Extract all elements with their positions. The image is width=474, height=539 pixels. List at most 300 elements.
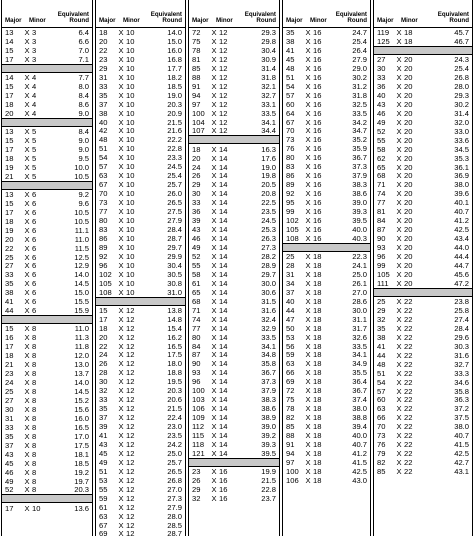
times-sign: X xyxy=(211,332,217,342)
equivalent-round-value: 9.0 xyxy=(78,135,89,145)
equivalent-round-value: 34.5 xyxy=(454,144,469,154)
times-sign: X xyxy=(211,81,217,91)
table-row xyxy=(374,297,472,306)
minor-value: 18 xyxy=(313,269,322,279)
minor-value: 16 xyxy=(313,180,322,190)
minor-value: 8 xyxy=(32,422,37,432)
minor-value: 16 xyxy=(313,207,322,216)
minor-value: 18 xyxy=(313,341,322,351)
table-row xyxy=(189,82,279,91)
equivalent-round-value: 38.3 xyxy=(352,180,367,190)
table-row xyxy=(96,153,185,162)
minor-value: 5 xyxy=(32,153,37,163)
equivalent-round-value: 33.5 xyxy=(261,108,276,118)
minor-value: 18 xyxy=(313,457,322,467)
equivalent-round-value: 28.5 xyxy=(167,520,182,530)
equivalent-round-value: 8.0 xyxy=(78,81,89,91)
equivalent-round-value: 37.5 xyxy=(454,413,469,423)
minor-value: 8 xyxy=(32,458,37,468)
minor-value: 20 xyxy=(404,234,413,244)
equivalent-round-value: 26.3 xyxy=(261,234,276,244)
equivalent-round-value: 19.8 xyxy=(261,171,276,181)
table-row xyxy=(2,378,92,387)
minor-value: 18 xyxy=(313,323,322,333)
table-row xyxy=(283,261,370,270)
major-value: 95 xyxy=(286,198,295,208)
times-sign: X xyxy=(118,36,124,46)
major-value: 94 xyxy=(192,90,201,100)
major-value: 55 xyxy=(192,260,201,270)
table-row xyxy=(374,324,472,333)
table-row xyxy=(96,529,185,538)
times-sign: X xyxy=(396,135,402,145)
table-row xyxy=(189,315,279,324)
major-value: 85 xyxy=(192,63,201,73)
times-sign: X xyxy=(24,440,30,450)
times-sign: X xyxy=(396,36,402,46)
equivalent-round-value: 21.5 xyxy=(167,404,182,414)
equivalent-round-value: 15.5 xyxy=(74,297,89,307)
header-major: Major xyxy=(286,17,303,25)
minor-value: 6 xyxy=(32,279,37,289)
major-value: 40 xyxy=(377,90,386,100)
major-value: 26 xyxy=(192,476,201,485)
table-row xyxy=(2,279,92,288)
equivalent-round-value: 40.7 xyxy=(352,439,367,449)
minor-value: 10 xyxy=(126,242,135,252)
equivalent-round-value: 31.6 xyxy=(261,305,276,315)
equivalent-round-value: 27.3 xyxy=(261,243,276,253)
times-sign: X xyxy=(118,72,124,82)
major-value: 100 xyxy=(192,386,205,396)
times-sign: X xyxy=(396,189,402,199)
times-sign: X xyxy=(305,180,311,190)
major-value: 66 xyxy=(377,413,386,423)
table-row xyxy=(96,431,185,440)
table-row xyxy=(96,521,185,530)
major-value: 35 xyxy=(99,90,108,100)
minor-value: 6 xyxy=(32,225,37,235)
equivalent-round-value: 26.8 xyxy=(454,73,469,82)
minor-value: 10 xyxy=(126,180,135,190)
minor-value: 16 xyxy=(313,189,322,199)
table-row xyxy=(189,252,279,261)
table-row xyxy=(96,126,185,135)
times-sign: X xyxy=(396,108,402,118)
equivalent-round-value: 19.5 xyxy=(167,377,182,387)
major-value: 60 xyxy=(377,395,386,405)
major-value: 49 xyxy=(192,243,201,253)
table-row xyxy=(2,217,92,226)
major-value: 17 xyxy=(5,503,14,513)
minor-value: 12 xyxy=(219,126,228,136)
times-sign: X xyxy=(118,180,124,190)
minor-value: 8 xyxy=(32,395,37,405)
minor-value: 16 xyxy=(313,233,322,243)
minor-value: 6 xyxy=(32,189,37,199)
minor-value: 6 xyxy=(32,216,37,226)
minor-value: 22 xyxy=(404,422,413,432)
section-divider xyxy=(2,494,92,503)
times-sign: X xyxy=(24,485,30,495)
equivalent-round-value: 13.8 xyxy=(167,305,182,315)
table-row xyxy=(96,37,185,46)
major-value: 84 xyxy=(192,341,201,351)
table-row xyxy=(96,413,185,422)
equivalent-round-value: 6.6 xyxy=(78,36,89,46)
minor-value: 22 xyxy=(404,458,413,468)
major-value: 70 xyxy=(286,126,295,136)
equivalent-round-value: 26.0 xyxy=(167,189,182,199)
times-sign: X xyxy=(396,305,402,315)
major-value: 97 xyxy=(192,99,201,109)
times-sign: X xyxy=(24,108,30,118)
minor-value: 22 xyxy=(404,431,413,441)
major-value: 89 xyxy=(99,242,108,252)
equivalent-round-value: 8.4 xyxy=(78,90,89,100)
minor-value: 16 xyxy=(313,28,322,37)
minor-value: 22 xyxy=(404,449,413,459)
times-sign: X xyxy=(24,189,30,199)
header-equivalent-round: Equivalent Round xyxy=(244,10,276,25)
equivalent-round-value: 32.7 xyxy=(261,90,276,100)
minor-value: 14 xyxy=(219,314,228,324)
table-row xyxy=(374,431,472,440)
minor-value: 14 xyxy=(219,207,228,217)
major-value: 103 xyxy=(192,395,205,405)
minor-value: 22 xyxy=(404,467,413,477)
times-sign: X xyxy=(211,323,217,333)
major-value: 51 xyxy=(99,144,108,154)
table-row xyxy=(2,396,92,405)
major-value: 81 xyxy=(192,54,201,64)
major-value: 22 xyxy=(5,243,14,253)
section-divider xyxy=(2,118,92,127)
times-sign: X xyxy=(118,386,124,396)
minor-value: 12 xyxy=(219,36,228,46)
equivalent-round-value: 30.2 xyxy=(454,99,469,109)
table-row xyxy=(189,91,279,100)
minor-value: 12 xyxy=(126,431,135,440)
table-row xyxy=(374,243,472,252)
major-value: 15 xyxy=(5,45,14,55)
major-value: 46 xyxy=(192,234,201,244)
times-sign: X xyxy=(305,350,311,360)
major-value: 58 xyxy=(192,269,201,279)
major-value: 63 xyxy=(286,359,295,369)
times-sign: X xyxy=(211,395,217,405)
major-value: 17 xyxy=(99,314,108,324)
equivalent-round-value: 28.0 xyxy=(454,81,469,91)
times-sign: X xyxy=(118,377,124,387)
major-value: 73 xyxy=(99,198,108,208)
times-sign: X xyxy=(211,99,217,109)
table-row xyxy=(189,180,279,189)
minor-value: 6 xyxy=(32,207,37,217)
times-sign: X xyxy=(305,296,311,306)
major-value: 100 xyxy=(286,466,299,476)
times-sign: X xyxy=(211,28,217,37)
times-sign: X xyxy=(118,215,124,225)
table-row xyxy=(96,109,185,118)
section-divider xyxy=(189,458,279,467)
minor-value: 12 xyxy=(219,63,228,73)
minor-value: 12 xyxy=(126,439,135,449)
table-row xyxy=(96,476,185,485)
table-row xyxy=(189,467,279,476)
minor-value: 14 xyxy=(219,144,228,154)
table-row xyxy=(189,413,279,422)
equivalent-round-value: 9.0 xyxy=(78,108,89,118)
minor-value: 22 xyxy=(404,386,413,396)
table-row xyxy=(189,64,279,73)
table-row xyxy=(283,252,370,261)
minor-value: 16 xyxy=(313,36,322,46)
table-row xyxy=(2,297,92,306)
times-sign: X xyxy=(396,126,402,136)
major-value: 20 xyxy=(5,108,14,118)
major-value: 17 xyxy=(5,144,14,154)
major-value: 17 xyxy=(5,342,14,352)
table-row xyxy=(2,369,92,378)
minor-value: 20 xyxy=(404,216,413,226)
major-value: 77 xyxy=(192,323,201,333)
equivalent-round-value: 34.1 xyxy=(261,341,276,351)
section-divider xyxy=(2,181,92,190)
equivalent-round-value: 38.6 xyxy=(261,404,276,414)
table-row xyxy=(2,288,92,297)
minor-value: 22 xyxy=(404,404,413,414)
times-sign: X xyxy=(305,252,311,261)
times-sign: X xyxy=(396,162,402,172)
times-sign: X xyxy=(24,171,30,181)
equivalent-round-value: 41.5 xyxy=(352,457,367,467)
header-major: Major xyxy=(192,17,209,25)
times-sign: X xyxy=(118,28,124,37)
equivalent-round-value: 30.4 xyxy=(261,45,276,55)
times-sign: X xyxy=(24,135,30,145)
times-sign: X xyxy=(305,81,311,91)
minor-value: 14 xyxy=(219,287,228,297)
table-row xyxy=(283,467,370,476)
times-sign: X xyxy=(24,378,30,388)
major-value: 24 xyxy=(192,162,201,172)
minor-value: 12 xyxy=(126,466,135,476)
times-sign: X xyxy=(211,431,217,440)
table-row xyxy=(96,306,185,315)
times-sign: X xyxy=(118,242,124,252)
major-value: 15 xyxy=(99,305,108,315)
times-sign: X xyxy=(211,359,217,369)
times-sign: X xyxy=(305,117,311,127)
table-row xyxy=(96,135,185,144)
major-value: 61 xyxy=(192,278,201,288)
minor-value: 10 xyxy=(126,278,135,288)
equivalent-round-value: 38.6 xyxy=(352,189,367,199)
equivalent-round-value: 12.5 xyxy=(74,252,89,262)
minor-value: 10 xyxy=(126,198,135,208)
times-sign: X xyxy=(305,224,311,234)
table-row xyxy=(374,225,472,234)
table-row xyxy=(189,261,279,270)
table-row xyxy=(2,504,92,513)
times-sign: X xyxy=(211,413,217,423)
table-row xyxy=(374,180,472,189)
times-sign: X xyxy=(211,189,217,199)
minor-value: 14 xyxy=(219,269,228,279)
equivalent-round-value: 6.4 xyxy=(78,28,89,37)
times-sign: X xyxy=(118,395,124,405)
minor-value: 16 xyxy=(313,90,322,100)
times-sign: X xyxy=(118,359,124,369)
major-value: 34 xyxy=(286,278,295,288)
table-row xyxy=(374,136,472,145)
table-row xyxy=(189,395,279,404)
table-row xyxy=(96,324,185,333)
table-row xyxy=(189,297,279,306)
table-row xyxy=(2,208,92,217)
equivalent-round-value: 24.5 xyxy=(261,216,276,226)
minor-value: 8 xyxy=(32,324,37,334)
times-sign: X xyxy=(305,198,311,208)
table-row xyxy=(96,270,185,279)
table-row xyxy=(2,351,92,360)
times-sign: X xyxy=(211,377,217,387)
times-sign: X xyxy=(305,72,311,82)
minor-value: 12 xyxy=(126,529,135,539)
major-value: 71 xyxy=(377,180,386,190)
times-sign: X xyxy=(305,90,311,100)
times-sign: X xyxy=(24,73,30,82)
table-row xyxy=(374,449,472,458)
major-value: 55 xyxy=(377,135,386,145)
equivalent-round-value: 39.5 xyxy=(352,215,367,225)
major-value: 90 xyxy=(192,359,201,369)
major-value: 73 xyxy=(286,135,295,145)
major-value: 44 xyxy=(5,306,14,316)
times-sign: X xyxy=(305,207,311,216)
table-row xyxy=(96,73,185,82)
times-sign: X xyxy=(305,126,311,136)
equivalent-round-value: 30.4 xyxy=(167,260,182,270)
major-value: 30 xyxy=(377,64,386,74)
table-row xyxy=(2,100,92,109)
equivalent-round-value: 41.5 xyxy=(454,440,469,450)
equivalent-round-value: 27.0 xyxy=(352,287,367,297)
table-row xyxy=(96,144,185,153)
minor-value: 14 xyxy=(219,189,228,199)
major-value: 29 xyxy=(192,180,201,190)
minor-value: 10 xyxy=(126,54,135,64)
major-value: 33 xyxy=(5,270,14,280)
table-row xyxy=(283,225,370,234)
minor-value: 20 xyxy=(404,144,413,154)
equivalent-round-value: 33.1 xyxy=(261,99,276,109)
major-value: 35 xyxy=(377,323,386,333)
minor-value: 22 xyxy=(404,440,413,450)
table-row xyxy=(283,126,370,135)
minor-value: 16 xyxy=(313,54,322,64)
table-row xyxy=(374,422,472,431)
times-sign: X xyxy=(24,467,30,477)
equivalent-round-value: 18.2 xyxy=(167,72,182,82)
major-value: 49 xyxy=(377,117,386,127)
minor-value: 18 xyxy=(313,377,322,387)
table-row xyxy=(189,154,279,163)
table-row xyxy=(283,55,370,64)
times-sign: X xyxy=(118,439,124,449)
times-sign: X xyxy=(396,458,402,468)
equivalent-round-value: 33.5 xyxy=(352,341,367,351)
major-value: 17 xyxy=(5,207,14,217)
major-value: 93 xyxy=(377,243,386,253)
table-row xyxy=(283,91,370,100)
minor-value: 22 xyxy=(404,377,413,387)
equivalent-round-value: 41.2 xyxy=(454,216,469,226)
minor-value: 20 xyxy=(404,73,413,82)
minor-value: 12 xyxy=(126,350,135,360)
times-sign: X xyxy=(396,81,402,91)
times-sign: X xyxy=(24,54,30,64)
times-sign: X xyxy=(211,252,217,261)
major-value: 52 xyxy=(192,252,201,261)
major-value: 41 xyxy=(99,431,108,440)
times-sign: X xyxy=(305,144,311,154)
equivalent-round-value: 41.2 xyxy=(352,448,367,458)
times-sign: X xyxy=(24,144,30,154)
minor-value: 8 xyxy=(32,404,37,414)
equivalent-round-value: 18.0 xyxy=(167,359,182,369)
table-row xyxy=(283,100,370,109)
minor-value: 14 xyxy=(219,395,228,405)
equivalent-round-value: 33.5 xyxy=(261,332,276,342)
equivalent-round-value: 18.1 xyxy=(74,449,89,459)
times-sign: X xyxy=(211,117,217,127)
major-value: 21 xyxy=(5,171,14,181)
major-value: 32 xyxy=(377,314,386,324)
times-sign: X xyxy=(118,135,124,145)
major-value: 106 xyxy=(286,475,299,485)
equivalent-round-value: 39.3 xyxy=(261,439,276,449)
table-row xyxy=(283,73,370,82)
times-sign: X xyxy=(24,90,30,100)
equivalent-round-value: 34.6 xyxy=(454,377,469,387)
times-sign: X xyxy=(24,297,30,307)
minor-value: 16 xyxy=(313,81,322,91)
equivalent-round-value: 34.9 xyxy=(352,359,367,369)
times-sign: X xyxy=(396,55,402,65)
equivalent-round-value: 28.0 xyxy=(167,511,182,521)
equivalent-round-value: 15.0 xyxy=(74,288,89,298)
times-sign: X xyxy=(24,216,30,226)
times-sign: X xyxy=(24,342,30,352)
major-value: 53 xyxy=(99,475,108,485)
minor-value: 12 xyxy=(126,520,135,530)
major-value: 40 xyxy=(99,117,108,127)
minor-value: 20 xyxy=(404,153,413,163)
minor-value: 16 xyxy=(219,467,228,477)
major-value: 93 xyxy=(192,368,201,378)
times-sign: X xyxy=(211,108,217,118)
times-sign: X xyxy=(396,225,402,235)
equivalent-round-value: 21.5 xyxy=(167,117,182,127)
equivalent-round-value: 31.7 xyxy=(352,323,367,333)
table-row xyxy=(96,171,185,180)
times-sign: X xyxy=(24,261,30,271)
equivalent-round-value: 34.4 xyxy=(261,126,276,136)
equivalent-round-value: 36.7 xyxy=(352,386,367,396)
major-value: 87 xyxy=(192,350,201,360)
